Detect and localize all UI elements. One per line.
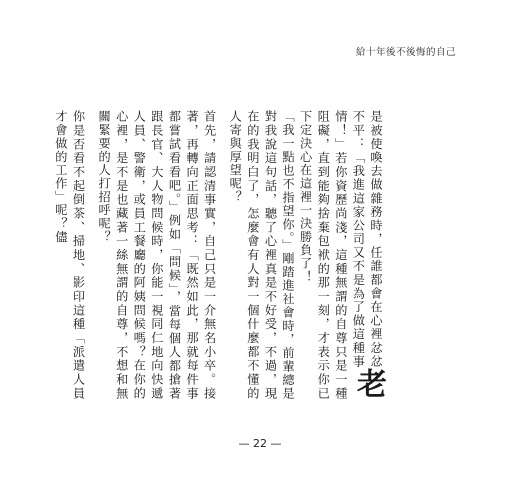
paragraph-3: 首先，請認清事實，自己只是一介無名小卒。接著，再轉向正面思考：「既然如此，那就每件事都嘗試看看吧。」例如「問候」，當每個人都搶著跟長官、大人物問候時，你能一視同仁地向快遞人員、警衛，或員工餐廳的阿姨問候嗎？在你的心裡，是不是也藏著一絲無謂的自尊，不想和無關緊要的人打招呼呢？ [97,110,217,400]
running-header: 給十年後不後悔的自己 [355,47,456,58]
page-number: — 22 — [238,437,282,450]
paragraph-1 [296,110,384,400]
paragraph-2: 「我一點也不指望你。」剛踏進社會時，前輩總是對我說這句話，聽了心裡真是不好受，不過，現在的我明白了，怎麼會有人對一個什麼都不懂的人寄與厚望呢？ [228,110,296,400]
paragraph-4: 你是否看不起倒茶、掃地、影印這種「派遣人員才會做的工作」呢？儘 [53,110,86,400]
paragraph-1-text: 是被使喚去做雜務時，任誰都會在心裡忿忿不平：「我進這家公司又不是為了做這種事情！」若你資歷尚淺，這種無謂的自尊只是一種阻礙，直到能夠捨棄包袱的那一刻，才表示你已下定決心在這裡一決勝負了！ [298,110,383,400]
body-text [53,110,386,400]
drop-cap: 老 [351,368,386,398]
